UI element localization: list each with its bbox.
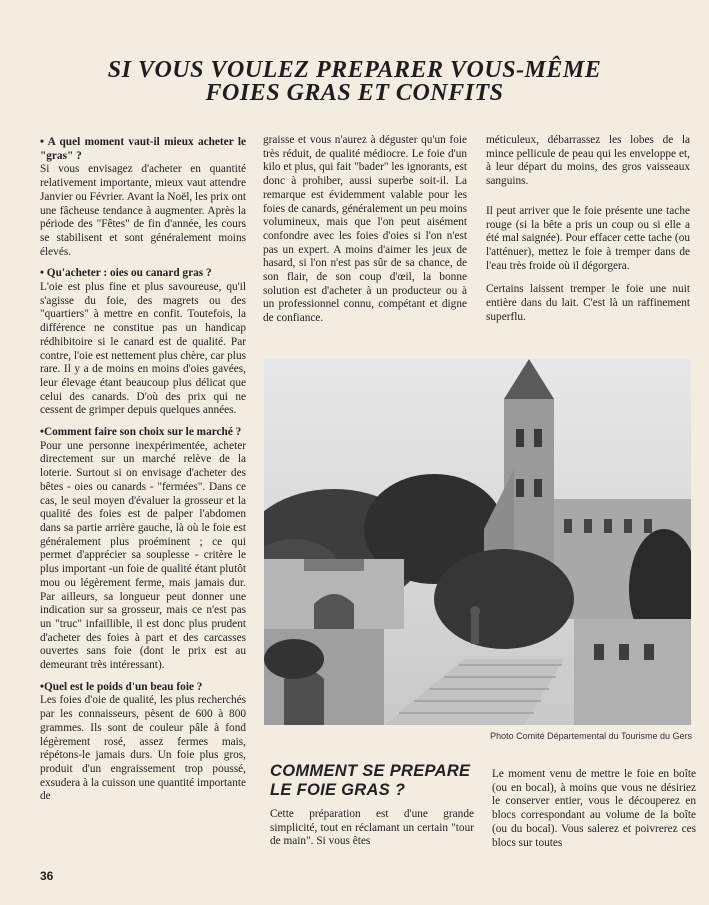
- paragraph: Cette préparation est d'une grande simplicité, tout en réclamant un certain "tour de main". Si vous êtes: [270, 808, 474, 848]
- paragraph: Certains laissent tremper le foie une nuit entière dans du lait. C'est là un raffinement superflu.: [486, 283, 690, 323]
- question-heading: •Comment faire son choix sur le marché ?: [40, 426, 242, 439]
- column-2-lower: [270, 808, 474, 857]
- paragraph: Pour une personne inexpérimentée, acheter directement sur un marché relève de la loterie. Surtout si on envisage d'acheter des bêtes - oies ou canards - "fermées". Dans ce cas, le seul moyen d'évaluer la grosseur et la qualité des foies est de palper l'abdomen dans sa partie arrière gauche, là où le foie est généralement plus proéminent ; ce qui permet d'apprécier sa souplesse - critère le plus important -un foie de qualité étant plutôt mou ou légèrement ferme, mais jamais dur. Par ailleurs, sa longueur peut donner une indication sur sa grosseur, mais ce n'est pas un "truc" infaillible, il est donc plus prudent d'acheter des foies à part et des carcasses ouvertes sans foie (dont le prix est au demeurant très intéressant).: [40, 439, 246, 672]
- photo-caption: Photo Comité Départemental du Tourisme du Gers: [490, 731, 692, 741]
- article-title-line1: SI VOUS VOULEZ PREPARER VOUS-MÊME: [107, 57, 602, 83]
- paragraph: Les foies d'oie de qualité, les plus recherchés par les connaisseurs, pèsent de 600 à 800 grammes. Ils sont de couleur pâle à fond légèrement rosé, assez fermes mais, répétons-le jamais durs. Un foie plus gros, produit d'un engraissement trop poussé, exsudera à la cuisson une quantité importante de: [40, 694, 246, 803]
- question-heading: • A quel moment vaut-il mieux acheter le "gras" ?: [40, 136, 246, 162]
- paragraph: méticuleux, débarrassez les lobes de la mince pellicule de peau qui les enveloppe et, à leur départ du moins, des gros vaisseaux sanguins.: [486, 134, 690, 188]
- question-heading: • Qu'acheter : oies ou canard gras ?: [40, 267, 212, 280]
- column-1: [40, 136, 246, 812]
- question-heading: •Quel est le poids d'un beau foie ?: [40, 680, 203, 693]
- paragraph: graisse et vous n'aurez à déguster qu'un foie très réduit, de qualité médiocre. Le foie d'un kilo et plus, qui fait "bader" les ignorants, est donc à prohiber, aussi superbe soit-il. La remarque est évidemment valable pour les foies de canards, généralement un peu moins volumineux, mais que l'on peut aisément confondre avec les foies d'oies si l'on n'est pas un expert. A moins d'aimer les jeux de hasard, si l'on n'est pas sûr de sa chance, de son flair, de son coup d'œil, la bonne solution est d'acheter à un producteur ou à un professionnel connu, compétant et digne de confiance.: [263, 134, 467, 325]
- article-title-line2: FOIES GRAS ET CONFITS: [205, 80, 504, 106]
- column-3: [486, 134, 690, 332]
- paragraph: Si vous envisagez d'acheter en quantité relativement importante, mieux vaut attendre Janvier ou Février. Avant la Noël, les prix ont une fâcheuse tendance à augmenter. Après la période des "Fêtes" de fin d'année, les cours se stabilisent et sont généralement moins élevés.: [40, 163, 246, 258]
- column-3-lower: [492, 768, 696, 858]
- paragraph: Le moment venu de mettre le foie en boîte (ou en bocal), à moins que vous ne désiriez le conserver entier, vous le découperez en blocs correspondant au volume de la boîte (ou du bocal). Vous salerez et poivrerez ces blocs sur toutes: [492, 768, 696, 849]
- photo-cathedral-tower: [264, 359, 691, 725]
- paragraph: Il peut arriver que le foie présente une tache rouge (si la bête a pris un coup ou si elle a été mal saignée). Pour effacer cette tache (ou l'atténuer), mettez le foie à tremper dans de l'eau très froide où il dégorgera.: [486, 204, 690, 272]
- section-heading: COMMENT SE PREPARE LE FOIE GRAS ?: [270, 762, 471, 799]
- paragraph: L'oie est plus fine et plus savoureuse, qu'il s'agisse du foie, des magrets ou des "quartiers" à mettre en confit. Toutefois, la différence ne constitue pas un handicap rédhibitoire si le canard est de qualité. Par contre, l'oie est nettement plus chère, car plus rare. Il y a de moins en moins d'oies gavées, leur élevage étant beaucoup plus délicat que celui des canards. D'où des prix qui ne cessent de grimper depuis quelques années.: [40, 281, 246, 417]
- page-number: 36: [40, 869, 54, 883]
- column-2: [263, 134, 467, 334]
